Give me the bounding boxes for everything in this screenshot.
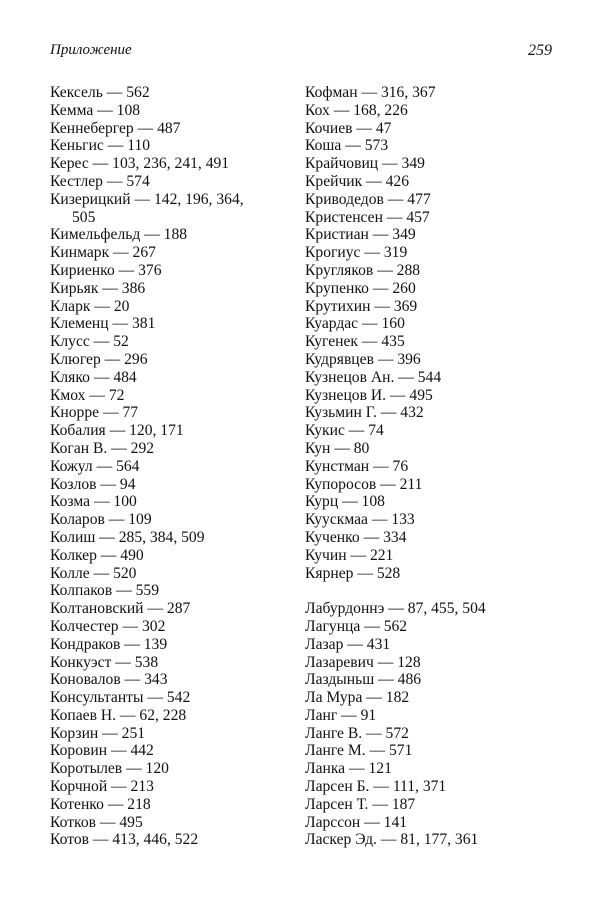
index-entry: Крейчик — 426	[305, 172, 410, 190]
index-entry: Лазар — 431	[305, 635, 391, 653]
index-entry: Кестлер — 574	[50, 172, 150, 190]
index-entry: Клусс — 52	[50, 333, 129, 351]
index-entry: Кексель — 562	[50, 84, 150, 101]
index-entry: Колпаков — 559	[50, 582, 159, 600]
index-entry: Колтановский — 287	[50, 600, 191, 618]
index-entry: Ларсен Б. — 111, 371	[305, 778, 447, 796]
index-entry: Колле — 520	[50, 564, 137, 582]
index-entry: Коларов — 109	[50, 511, 152, 529]
index-entry: Криводедов — 477	[305, 190, 431, 208]
index-entry: Кофман — 316, 367	[305, 84, 436, 101]
index-entry: Лабурдоннэ — 87, 455, 504	[305, 600, 486, 618]
index-entry: Кожул — 564	[50, 457, 140, 475]
index-entry: Корчной — 213	[50, 778, 154, 796]
index-entry: Крутихин — 369	[305, 297, 418, 315]
index-entry: Кизерицкий — 142, 196, 364,	[50, 190, 244, 208]
index-entry: Кляко — 484	[50, 368, 137, 386]
index-entry: Кученко — 334	[305, 528, 407, 546]
section-title: Приложение	[50, 42, 132, 58]
index-entry: Кун — 80	[305, 439, 370, 457]
index-entry: Кристенсен — 457	[305, 208, 430, 226]
index-entry: Лаздыньш — 486	[305, 671, 422, 689]
index-entry: Кобалия — 120, 171	[50, 422, 184, 440]
index-entry: Ланка — 121	[305, 760, 392, 778]
page-number: 259	[528, 42, 552, 59]
index-entry: Клеменц — 381	[50, 315, 156, 333]
index-entry: Кочиев — 47	[305, 119, 392, 137]
index-entry: Коротылев — 120	[50, 760, 169, 778]
index-entry: Кларк — 20	[50, 297, 130, 315]
index-entry: Куускмаа — 133	[305, 511, 415, 529]
index-entry: Коша — 573	[305, 137, 389, 155]
index-entry: Кнорре — 77	[50, 404, 139, 422]
index-entry: Кучин — 221	[305, 546, 394, 564]
index-entry: Лазаревич — 128	[305, 653, 421, 671]
index-entry: Котенко — 218	[50, 795, 151, 813]
index-entry: Кемма — 108	[50, 101, 141, 119]
index-entry: Колкер — 490	[50, 546, 144, 564]
index-entry: Кярнер — 528	[305, 564, 401, 582]
index-entry: Ларсен Т. — 187	[305, 795, 416, 813]
index-entry: Коновалов — 343	[50, 671, 168, 689]
index-entry: Котков — 495	[50, 813, 143, 831]
index-entry: Крайчовиц — 349	[305, 155, 425, 173]
index-entry: Кириенко — 376	[50, 261, 162, 279]
index-entry: Кимельфельд — 188	[50, 226, 188, 244]
index-entry: Кеннебергер — 487	[50, 119, 181, 137]
index-entry: Коган В. — 292	[50, 439, 155, 457]
index-entry: Ла Мура — 182	[305, 689, 410, 707]
index-entry: Куардас — 160	[305, 315, 405, 333]
index-entry: Колиш — 285, 384, 509	[50, 528, 205, 546]
index-entry: Корзин — 251	[50, 724, 146, 742]
index-entry: Кох — 168, 226	[305, 101, 408, 119]
index-entry: Кмох — 72	[50, 386, 125, 404]
index-entry: Котов — 413, 446, 522	[50, 831, 199, 849]
index-entry: Кирьяк — 386	[50, 279, 146, 297]
page-header	[50, 42, 552, 66]
index-entry: Крогиус — 319	[305, 244, 408, 262]
index-entry: Купоросов — 211	[305, 475, 423, 493]
index-entry: Ласкер Эд. — 81, 177, 361	[305, 831, 479, 849]
index-entry: Коровин — 442	[50, 742, 154, 760]
index-entry: Кеньгис — 110	[50, 137, 151, 155]
index-entry: Кондраков — 139	[50, 635, 168, 653]
index-entry: Кукис — 74	[305, 422, 384, 440]
index-entry: Крупенко — 260	[305, 279, 416, 297]
index-entry: Клюгер — 296	[50, 350, 148, 368]
index-entry: Курц — 108	[305, 493, 385, 511]
index-entry: Кузнецов Ан. — 544	[305, 368, 442, 386]
index-entry: Копаев Н. — 62, 228	[50, 706, 187, 724]
index-entry: Козма — 100	[50, 493, 137, 511]
index-entry: Кругляков — 288	[305, 261, 421, 279]
index-column-left	[50, 84, 290, 849]
section-gap	[305, 582, 565, 600]
index-entry: Кугенек — 435	[305, 333, 405, 351]
index-entry: Конкуэст — 538	[50, 653, 159, 671]
index-entry: Колчестер — 302	[50, 617, 166, 635]
index-entry: Ланге В. — 572	[305, 724, 409, 742]
index-entry: Кузнецов И. — 495	[305, 386, 433, 404]
index-entry-continuation: 505	[72, 208, 96, 226]
index-entry: Козлов — 94	[50, 475, 136, 493]
index-entry: Керес — 103, 236, 241, 491	[50, 155, 230, 173]
index-entry: Кузьмин Г. — 432	[305, 404, 424, 422]
index-entry: Лагунца — 562	[305, 617, 408, 635]
index-entry: Ларссон — 141	[305, 813, 408, 831]
index-entry: Ланг — 91	[305, 706, 377, 724]
index-entry: Консультанты — 542	[50, 689, 191, 707]
index-entry: Кунстман — 76	[305, 457, 409, 475]
index-entry: Кинмарк — 267	[50, 244, 156, 262]
index-entry: Кудрявцев — 396	[305, 350, 421, 368]
index-entry: Ланге М. — 571	[305, 742, 413, 760]
index-column-right	[305, 84, 565, 849]
index-entry: Кристиан — 349	[305, 226, 416, 244]
